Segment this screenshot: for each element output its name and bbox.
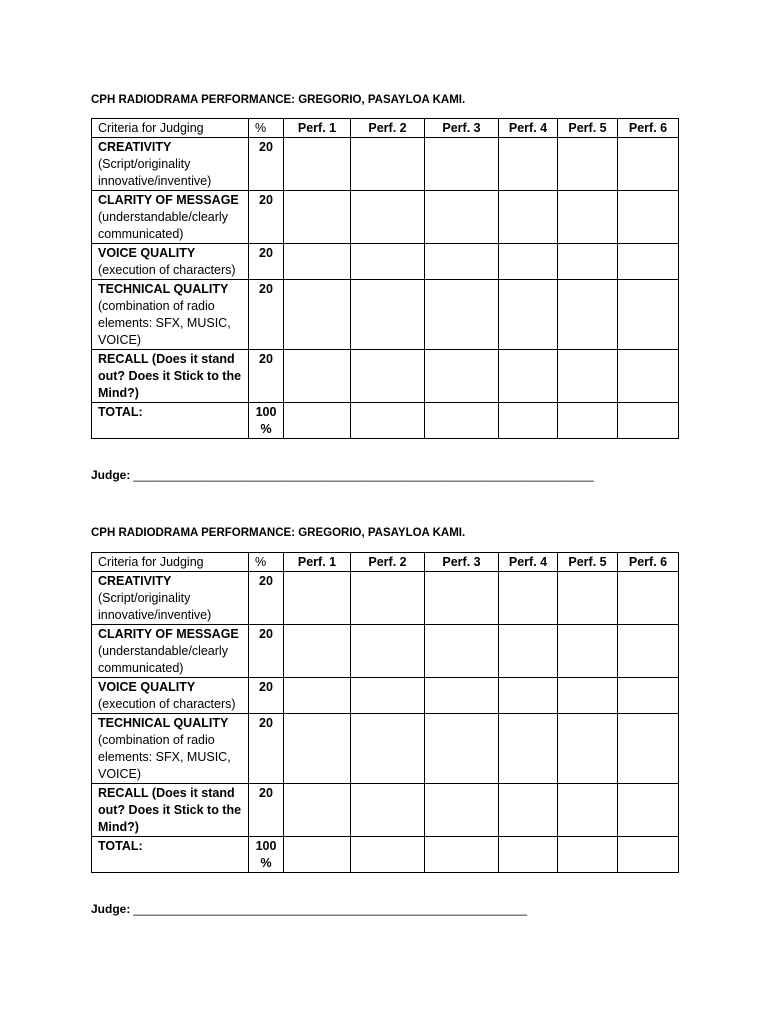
score-cell-perf-5 [558, 138, 618, 191]
score-cell-perf-4 [499, 191, 558, 244]
criterion-label: Mind?) [98, 820, 139, 834]
score-cell-perf-5 [558, 784, 618, 837]
form-title: CPH RADIODRAMA PERFORMANCE: GREGORIO, PASAYLOA KAMI. [91, 527, 466, 539]
header-perf-2: Perf. 2 [351, 119, 425, 138]
score-cell-perf-6 [618, 572, 679, 625]
header-perf-3: Perf. 3 [425, 553, 499, 572]
criterion-label: out? Does it Stick to the [98, 803, 242, 817]
percent-cell [249, 191, 284, 244]
score-cell-perf-1 [284, 572, 351, 625]
total-row [92, 403, 679, 439]
score-cell-perf-4 [499, 244, 558, 280]
score-cell-perf-5 [558, 403, 618, 439]
criterion-description: (execution of characters) [98, 697, 236, 711]
score-cell-perf-6 [618, 191, 679, 244]
header-perf-4: Perf. 4 [499, 553, 558, 572]
score-cell-perf-1 [284, 138, 351, 191]
score-cell-perf-3 [425, 350, 499, 403]
header-perf-1: Perf. 1 [284, 553, 351, 572]
percent-value: 20 [259, 193, 273, 207]
criterion-description: (Script/originality [98, 591, 191, 605]
score-cell-perf-6 [618, 678, 679, 714]
criterion-description: (execution of characters) [98, 263, 236, 277]
score-cell-perf-2 [351, 784, 425, 837]
criterion-cell [92, 403, 249, 439]
criteria-row-voice-quality [92, 244, 679, 280]
criteria-row-technical-quality [92, 280, 679, 350]
percent-value: 20 [259, 246, 273, 260]
score-cell-perf-6 [618, 403, 679, 439]
criterion-cell [92, 280, 249, 350]
percent-cell [249, 403, 284, 439]
percent-sign: % [260, 856, 272, 870]
score-cell-perf-1 [284, 403, 351, 439]
score-cell-perf-5 [558, 191, 618, 244]
score-cell-perf-4 [499, 678, 558, 714]
form-title: CPH RADIODRAMA PERFORMANCE: GREGORIO, PASAYLOA KAMI. [91, 94, 466, 106]
score-cell-perf-2 [351, 714, 425, 784]
percent-value: 100 [255, 839, 277, 853]
score-cell-perf-4 [499, 350, 558, 403]
criterion-label: TECHNICAL QUALITY [98, 716, 229, 730]
percent-sign: % [260, 422, 272, 436]
criteria-row-voice-quality [92, 678, 679, 714]
score-cell-perf-4 [499, 625, 558, 678]
percent-value: 20 [259, 786, 273, 800]
percent-value: 20 [259, 352, 273, 366]
criteria-row-creativity [92, 572, 679, 625]
score-cell-perf-4 [499, 714, 558, 784]
score-cell-perf-1 [284, 244, 351, 280]
percent-cell [249, 280, 284, 350]
total-label: TOTAL: [98, 839, 143, 853]
score-cell-perf-6 [618, 280, 679, 350]
score-cell-perf-6 [618, 714, 679, 784]
percent-cell [249, 625, 284, 678]
header-perf-1: Perf. 1 [284, 119, 351, 138]
criterion-description: (combination of radio [98, 733, 215, 747]
percent-cell [249, 678, 284, 714]
score-cell-perf-2 [351, 350, 425, 403]
score-cell-perf-6 [618, 837, 679, 873]
score-cell-perf-5 [558, 625, 618, 678]
score-cell-perf-4 [499, 138, 558, 191]
percent-value: 20 [259, 716, 273, 730]
percent-cell [249, 350, 284, 403]
criterion-label: VOICE QUALITY [98, 680, 196, 694]
score-cell-perf-2 [351, 244, 425, 280]
header-criteria: Criteria for Judging [92, 553, 249, 572]
criterion-cell [92, 244, 249, 280]
criterion-cell [92, 714, 249, 784]
score-cell-perf-5 [558, 244, 618, 280]
score-cell-perf-3 [425, 625, 499, 678]
score-cell-perf-3 [425, 191, 499, 244]
total-row [92, 837, 679, 873]
score-cell-perf-2 [351, 572, 425, 625]
score-cell-perf-6 [618, 350, 679, 403]
criteria-row-clarity [92, 191, 679, 244]
total-label: TOTAL: [98, 405, 143, 419]
judge-label: Judge: [91, 468, 131, 482]
criteria-row-recall [92, 784, 679, 837]
criterion-description: innovative/inventive) [98, 174, 212, 188]
percent-cell [249, 138, 284, 191]
score-cell-perf-6 [618, 138, 679, 191]
criterion-label: TECHNICAL QUALITY [98, 282, 229, 296]
score-cell-perf-3 [425, 138, 499, 191]
score-cell-perf-3 [425, 714, 499, 784]
percent-value: 20 [259, 627, 273, 641]
judge-signature-line: _____________________________________________________________________ [133, 468, 594, 482]
criterion-cell [92, 625, 249, 678]
score-cell-perf-3 [425, 678, 499, 714]
score-cell-perf-1 [284, 784, 351, 837]
criterion-description: (understandable/clearly [98, 644, 228, 658]
score-cell-perf-1 [284, 714, 351, 784]
header-perf-6: Perf. 6 [618, 119, 679, 138]
score-cell-perf-4 [499, 280, 558, 350]
table-header-row [92, 119, 679, 138]
score-cell-perf-1 [284, 625, 351, 678]
score-cell-perf-6 [618, 784, 679, 837]
score-cell-perf-2 [351, 678, 425, 714]
percent-cell [249, 244, 284, 280]
score-cell-perf-2 [351, 280, 425, 350]
header-percent: % [249, 553, 284, 572]
header-perf-5: Perf. 5 [558, 119, 618, 138]
score-cell-perf-3 [425, 244, 499, 280]
score-cell-perf-2 [351, 837, 425, 873]
score-cell-perf-2 [351, 138, 425, 191]
score-cell-perf-3 [425, 837, 499, 873]
score-cell-perf-2 [351, 625, 425, 678]
percent-cell [249, 784, 284, 837]
criterion-description: elements: SFX, MUSIC, [98, 316, 231, 330]
header-perf-4: Perf. 4 [499, 119, 558, 138]
percent-value: 20 [259, 282, 273, 296]
criterion-label: out? Does it Stick to the [98, 369, 242, 383]
score-cell-perf-3 [425, 403, 499, 439]
score-cell-perf-5 [558, 572, 618, 625]
criterion-label: RECALL (Does it stand [98, 786, 235, 800]
header-perf-6: Perf. 6 [618, 553, 679, 572]
score-cell-perf-5 [558, 350, 618, 403]
header-perf-3: Perf. 3 [425, 119, 499, 138]
criterion-description: innovative/inventive) [98, 608, 212, 622]
header-percent: % [249, 119, 284, 138]
score-cell-perf-4 [499, 837, 558, 873]
percent-value: 100 [255, 405, 277, 419]
criterion-label: RECALL (Does it stand [98, 352, 235, 366]
judging-table [91, 118, 679, 439]
score-cell-perf-1 [284, 280, 351, 350]
criterion-cell [92, 191, 249, 244]
score-cell-perf-1 [284, 350, 351, 403]
criterion-label: CLARITY OF MESSAGE [98, 193, 239, 207]
criteria-row-creativity [92, 138, 679, 191]
criterion-description: communicated) [98, 661, 184, 675]
score-cell-perf-4 [499, 784, 558, 837]
criterion-cell [92, 572, 249, 625]
criterion-description: VOICE) [98, 767, 142, 781]
score-cell-perf-1 [284, 837, 351, 873]
percent-value: 20 [259, 140, 273, 154]
judge-signature [91, 900, 527, 918]
criteria-row-recall [92, 350, 679, 403]
judge-signature-line: ___________________________________________________________ [133, 902, 528, 916]
percent-cell [249, 572, 284, 625]
criterion-description: (understandable/clearly [98, 210, 228, 224]
score-cell-perf-4 [499, 403, 558, 439]
percent-cell [249, 714, 284, 784]
score-cell-perf-3 [425, 280, 499, 350]
score-cell-perf-2 [351, 191, 425, 244]
percent-value: 20 [259, 574, 273, 588]
table-header-row [92, 553, 679, 572]
score-cell-perf-6 [618, 625, 679, 678]
criteria-row-clarity [92, 625, 679, 678]
score-cell-perf-5 [558, 714, 618, 784]
judge-signature [91, 466, 594, 484]
judge-label: Judge: [91, 902, 131, 916]
criterion-description: VOICE) [98, 333, 142, 347]
criterion-cell [92, 678, 249, 714]
criterion-cell [92, 784, 249, 837]
criterion-description: (combination of radio [98, 299, 215, 313]
criterion-label: CREATIVITY [98, 574, 172, 588]
score-cell-perf-1 [284, 678, 351, 714]
score-cell-perf-3 [425, 784, 499, 837]
score-cell-perf-5 [558, 678, 618, 714]
criterion-cell [92, 138, 249, 191]
header-perf-2: Perf. 2 [351, 553, 425, 572]
criterion-description: communicated) [98, 227, 184, 241]
criteria-row-technical-quality [92, 714, 679, 784]
score-cell-perf-1 [284, 191, 351, 244]
score-cell-perf-5 [558, 837, 618, 873]
score-cell-perf-6 [618, 244, 679, 280]
criterion-label: VOICE QUALITY [98, 246, 196, 260]
criterion-description: elements: SFX, MUSIC, [98, 750, 231, 764]
criterion-label: Mind?) [98, 386, 139, 400]
percent-value: 20 [259, 680, 273, 694]
score-cell-perf-2 [351, 403, 425, 439]
criterion-cell [92, 350, 249, 403]
criterion-cell [92, 837, 249, 873]
header-criteria: Criteria for Judging [92, 119, 249, 138]
criterion-description: (Script/originality [98, 157, 191, 171]
criterion-label: CLARITY OF MESSAGE [98, 627, 239, 641]
header-perf-5: Perf. 5 [558, 553, 618, 572]
score-cell-perf-5 [558, 280, 618, 350]
criterion-label: CREATIVITY [98, 140, 172, 154]
score-cell-perf-3 [425, 572, 499, 625]
score-cell-perf-4 [499, 572, 558, 625]
judging-table [91, 552, 679, 873]
percent-cell [249, 837, 284, 873]
